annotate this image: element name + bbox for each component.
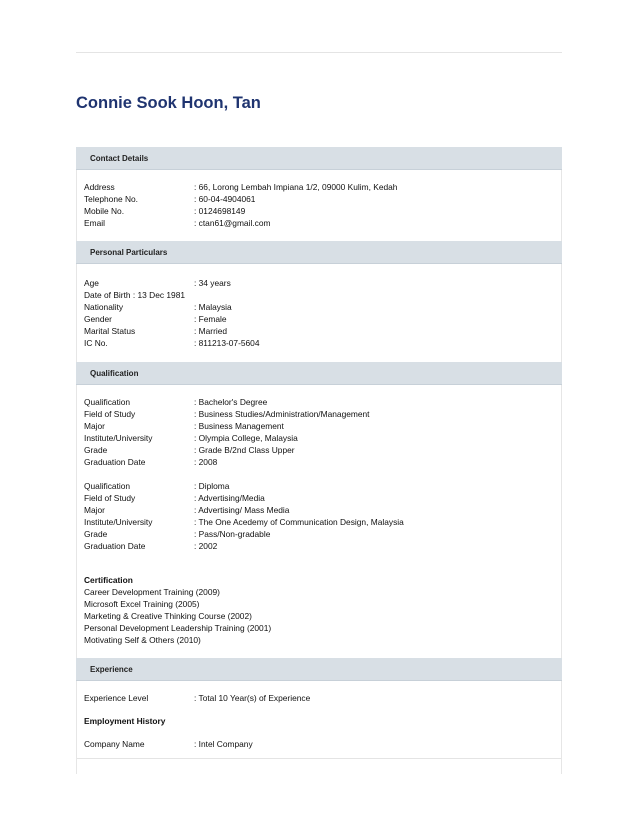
personal-particulars — [76, 264, 562, 362]
field-value: : 2002 — [194, 541, 218, 551]
field-label: Qualification — [84, 481, 131, 491]
bottom-divider — [76, 758, 562, 759]
section-title: Qualification — [90, 368, 139, 378]
experience-details — [76, 681, 562, 764]
field-value: : Advertising/Media — [194, 493, 265, 503]
personal-row-gender — [77, 313, 561, 325]
contact-row-mobile — [77, 205, 561, 217]
degree-row-field — [77, 408, 561, 420]
field-value: : ctan61@gmail.com — [194, 218, 271, 228]
degree-row-qualification — [77, 396, 561, 408]
field-value: : 66, Lorong Lembah Impiana 1/2, 09000 Kulim, Kedah — [194, 182, 398, 192]
field-value: : Female — [194, 314, 227, 324]
field-label: Mobile No. — [84, 206, 125, 216]
field-label: Graduation Date — [84, 541, 146, 551]
field-label: Major — [84, 505, 105, 515]
candidate-name: Connie Sook Hoon, Tan — [76, 94, 261, 112]
personal-row-age — [77, 277, 561, 289]
field-label: Gender — [84, 314, 112, 324]
field-label: Grade — [84, 445, 108, 455]
field-label: Telephone No. — [84, 194, 139, 204]
degree-row-grade — [77, 444, 561, 456]
section-title: Personal Particulars — [90, 247, 168, 257]
field-value: : Malaysia — [194, 302, 232, 312]
company-name-row — [77, 738, 561, 750]
degree-row-institute — [77, 432, 561, 444]
section-header-contact — [76, 147, 562, 170]
certification-heading: Certification — [84, 575, 133, 585]
field-label: Company Name — [84, 739, 145, 749]
contact-details — [76, 170, 562, 241]
field-value: : 34 years — [194, 278, 231, 288]
field-label: Age — [84, 278, 99, 288]
section-header-qualification — [76, 362, 562, 385]
section-header-experience — [76, 658, 562, 681]
diploma-row-qualification — [77, 480, 561, 492]
experience-level-row — [77, 692, 561, 704]
field-label: Grade — [84, 529, 108, 539]
diploma-row-institute — [77, 516, 561, 528]
contact-row-telephone — [77, 193, 561, 205]
certification-item: Microsoft Excel Training (2005) — [84, 599, 200, 609]
certification-item: Career Development Training (2009) — [84, 587, 220, 597]
field-label: Date of Birth : 13 Dec 1981 — [84, 290, 186, 300]
diploma-row-major — [77, 504, 561, 516]
field-label: Institute/University — [84, 433, 153, 443]
field-label: IC No. — [84, 338, 108, 348]
field-value: : Bachelor's Degree — [194, 397, 268, 407]
diploma-row-field — [77, 492, 561, 504]
field-label: Field of Study — [84, 493, 136, 503]
personal-row-nationality — [77, 301, 561, 313]
degree-row-major — [77, 420, 561, 432]
certification-item: Personal Development Leadership Training (2001) — [84, 623, 272, 633]
diploma-row-grade — [77, 528, 561, 540]
personal-row-dob — [77, 289, 561, 301]
field-label: Marital Status — [84, 326, 136, 336]
section-title: Contact Details — [90, 153, 149, 163]
resume-body — [76, 147, 562, 764]
field-value: : Pass/Non-gradable — [194, 529, 271, 539]
certification-item: Marketing & Creative Thinking Course (2002) — [84, 611, 252, 621]
field-value: : 811213-07-5604 — [194, 338, 260, 348]
field-label: Experience Level — [84, 693, 149, 703]
page-edge-left — [76, 758, 77, 774]
field-value: : Grade B/2nd Class Upper — [194, 445, 295, 455]
field-label: Graduation Date — [84, 457, 146, 467]
field-value: : Intel Company — [194, 739, 253, 749]
field-label: Institute/University — [84, 517, 153, 527]
field-label: Address — [84, 182, 115, 192]
field-value: : Business Management — [194, 421, 284, 431]
field-label: Email — [84, 218, 105, 228]
personal-row-ic — [77, 337, 561, 349]
certification-item: Motivating Self & Others (2010) — [84, 635, 201, 645]
field-value: : Advertising/ Mass Media — [194, 505, 290, 515]
contact-row-address — [77, 181, 561, 193]
field-value: : Total 10 Year(s) of Experience — [194, 693, 311, 703]
field-label: Nationality — [84, 302, 124, 312]
field-value: : 2008 — [194, 457, 218, 467]
field-value: : Diploma — [194, 481, 230, 491]
field-label: Qualification — [84, 397, 131, 407]
qualification-details — [76, 385, 562, 658]
page-edge-right — [561, 758, 562, 774]
field-value: : Business Studies/Administration/Management — [194, 409, 370, 419]
field-value: : The One Acedemy of Communication Design, Malaysia — [194, 517, 404, 527]
field-value: : Olympia College, Malaysia — [194, 433, 298, 443]
degree-row-graduation — [77, 456, 561, 468]
field-label: Major — [84, 421, 105, 431]
diploma-row-graduation — [77, 540, 561, 552]
section-title: Experience — [90, 664, 133, 674]
personal-row-marital — [77, 325, 561, 337]
employment-history-heading: Employment History — [84, 716, 166, 726]
field-value: : 0124698149 — [194, 206, 246, 216]
section-header-personal — [76, 241, 562, 264]
field-value: : Married — [194, 326, 228, 336]
contact-row-email — [77, 217, 561, 229]
top-divider — [76, 52, 562, 53]
field-value: : 60-04-4904061 — [194, 194, 256, 204]
field-label: Field of Study — [84, 409, 136, 419]
field-value — [194, 289, 561, 301]
